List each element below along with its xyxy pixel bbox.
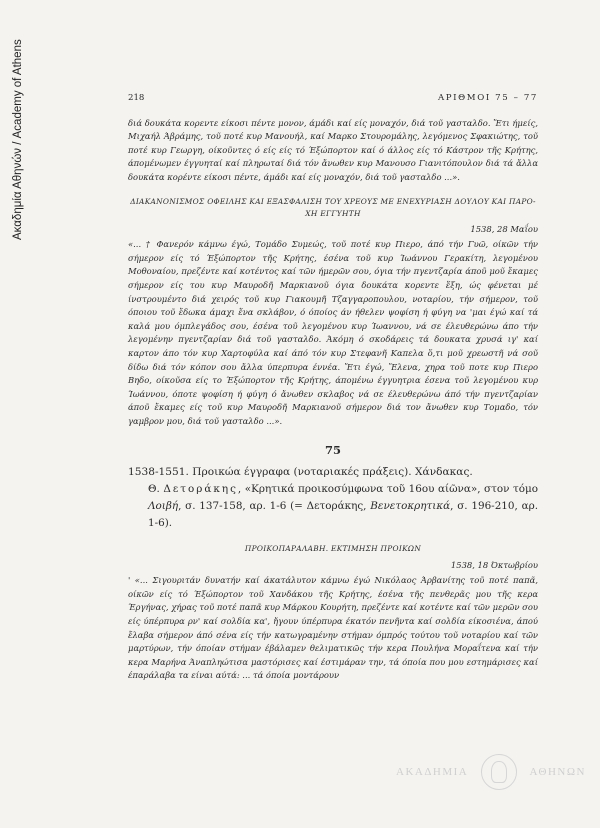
document-77-date: 1538, 18 Όκτωβρίου [450, 559, 538, 570]
running-head [128, 92, 538, 106]
author-initial: Θ. [148, 483, 160, 496]
watermark-left: ΑΚΑΔΗΜΙΑ [396, 766, 469, 778]
page-number: 218 [128, 93, 145, 103]
archive-stamp-text: Ακαδημία Αθηνών / Academy of Athens [12, 39, 24, 240]
bibliography [148, 481, 538, 532]
author-name: Δετοράκης [163, 483, 238, 496]
document-77-title: ΠΡΟΙΚΟΠΑΡΑΛΑΒΗ. ΕΚΤΙΜΗΣΗ ΠΡΟΙΚΩΝ [244, 544, 422, 554]
running-section: ΑΡΙΘΜΟΙ 75 – 77 [437, 93, 538, 103]
document-76-date: 1538, 28 Μαΐου [470, 223, 538, 234]
academy-seal-icon [481, 754, 517, 790]
document-number: 75 [324, 443, 341, 458]
register-line: 1538-1551. Προικώα έγγραφα (νοταριακές πράξεις). Χάνδακας. [128, 466, 473, 479]
journal-name: Λοιβή [148, 500, 179, 513]
article-title: , «Κρητικά προικοσύμφωνα τοῦ 16ου αίῶνα», στον τόμο [237, 483, 538, 496]
document-74-tail: διά δουκάτα κορεντε είκοσι πέντε μονον, άμάδι καί είς μοναχόν, διά τοῦ γασταλδο. Ἔτι ήμείς, Μιχαήλ Άβράμης, τοῦ ποτέ κυρ Μανουήλ, καί Μαρκο Στουρομάλης, λεγόμενος Σφακιώτης, τοῦ ποτέ κυρ Γεωργη, οίκοῦντες ό είς είς τό Έξώπορτον καί ό άλλος είς τό Κάστρον τῆς Κρήτης, άπομένωμεν έγγυηταί καί πληρωταί διά τόν ἄνωθεν κυρ Μανουσο Γιανιτόπουλον διά τά ἄλλα δουκάτα κορέντε είκοσι πέντε, άμάδι καί είς μοναχόν, διά τοῦ γασταλδο ...». [128, 117, 538, 182]
academy-watermark [396, 752, 586, 792]
watermark-right: ΑΘΗΝΩΝ [529, 766, 586, 778]
book-pages: , σ. 196-210, αρ. 1-6). [148, 500, 539, 530]
book-name: Βενετοκρητικά [370, 500, 451, 513]
archive-stamp [12, 30, 28, 240]
page-content [128, 92, 538, 683]
document-76-text: «... † Φανερόν κάμνω έγώ, Τομάδο Συμεώς, τοῦ ποτέ κυρ Πιερο, άπό τήν Γυῶ, οίκῶν τήν σήμερον είς τό Έξώπορτον τῆς Κρήτης, έσένα τοῦ κυρ Ίωάννου Γερακίτη, λεγομένου Μοθοναίου, πρεζέντε καί κοτέντος καί τῶν ήμερῶν σου, όγια τήν πγεντζαρία άποῦ μοῦ ἔκαμες σήμερον είς του κυρ Μαυροδῆ Μαρκιανοῦ όγια δουκάτα κορεντε ἕξη, ώς φένεται μέ ίνστρουμέντο διά χειρός τοῦ κυρ Γιακουμῆ Τζαγγαροπουλου, νοταρίου, τήν σήμερον, τοῦ όποιου τοῦ ἔδωκα άμαχι ἕνα σκλάβον, ό όποίος άν ήθελεν ψοφίση ή φύγη να 'μαι έγώ καί τά καλά μου όμπλεγάδος σου, έσένα τοῦ λεγομένου κυρ Ίωαννου, νά σε έλευθερώνω άπο τήν λεγομένην πγεντζαρίαν διά τοῦ γασταλδο. Άκόμη ό σκοδάρεις τά δουκατα χρυσά ιγ' καί καρτον άπο τόν κυρ Χαρτοφύλα καί άπό τόν κυρ Στεφανῆ Καπελα ὅ,τι μοῦ χρεωστῆ νά σοῦ δίδω διά τόν κόπον σου ἄλλα ύπερπυρα έννέα. Ἔτι έγώ, Ἕλενα, χηρα τοῦ ποτε κυρ Πιερο Βηδο, οίκοῦσα είς το Έξώπορτον τῆς Κρήτης, άπομένω έγγυητρια έσενα τοῦ λεγομένου κυρ Ίωάννου, όποτε ψοφίση ή φύγη ό ἄνωθεν σκλαβος νά σε έλευθερώνω άπό τήν πγεντζαρίαν άποῦ ἔκαμες είς τοῦ κυρ Μαυροδῆ Μαρκιανοῦ σήμερον διά τον ἄνωθεν κυρ Τομαδο, τόν γαμβρον μου, διά τοῦ γασταλδο ...». [128, 239, 538, 426]
document-76-title: ΔΙΑΚΑΝΟΝΙΣΜΟΣ ΟΦΕΙΛΗΣ ΚΑΙ ΕΞΑΣΦΑΛΙΣΗ ΤΟΥ ΧΡΕΟΥΣ ΜΕ ΕΝΕΧΥΡΙΑΣΗ ΔΟΥΛΟΥ ΚΑΙ ΠΑΡΟ-ΧΗ ΕΓΓΥΗΤΗ [130, 196, 536, 218]
journal-pages: , σ. 137-158, αρ. 1-6 (= Δετοράκης, [178, 500, 367, 513]
document-77-text: ' «... Σιγουριτάν δυνατήν καί άκατάλυτον κάμνω έγώ Νικόλαος Άρβανίτης τοῦ ποτέ παπᾶ, οίκῶν είς τό Έξώπορτον τοῦ Χανδάκου τῆς Κρήτης, έσένα τῆς πενθερᾶς μου τῆς κερα Έργήνας, χήρας τοῦ ποτέ παπᾶ κυρ Μάρκου Κουρήτη, πρεζέντε καί κοτέντε καί τῶν μερῶν σου είς ύπέρπυρα ρν' καί σολδία κα', ἤγουν ύπέρπυρα έκατόν πενῆντα καί σολδία είκοσιένα, άπού ἔλαβα σήμερον άπό σένα είς τήν κατωγραμένην στήμαν όμπρός τούτου τοῦ νοταρίου καί τῶν μαρτύρων, τήν όποίαν στήμαν έβάλαμεν θελιματικῶς τήν κερα Πουλήνα Μοραΐτενα καί τήν κερα Μαρήνα Άναπληώτισα μαστόρισες καί έστιμάραν την, τά όποία που μου εστημάρισες καί έπαράλαβα τα είναι αύτά: ... τά όποία μοντάρουν [128, 575, 538, 681]
